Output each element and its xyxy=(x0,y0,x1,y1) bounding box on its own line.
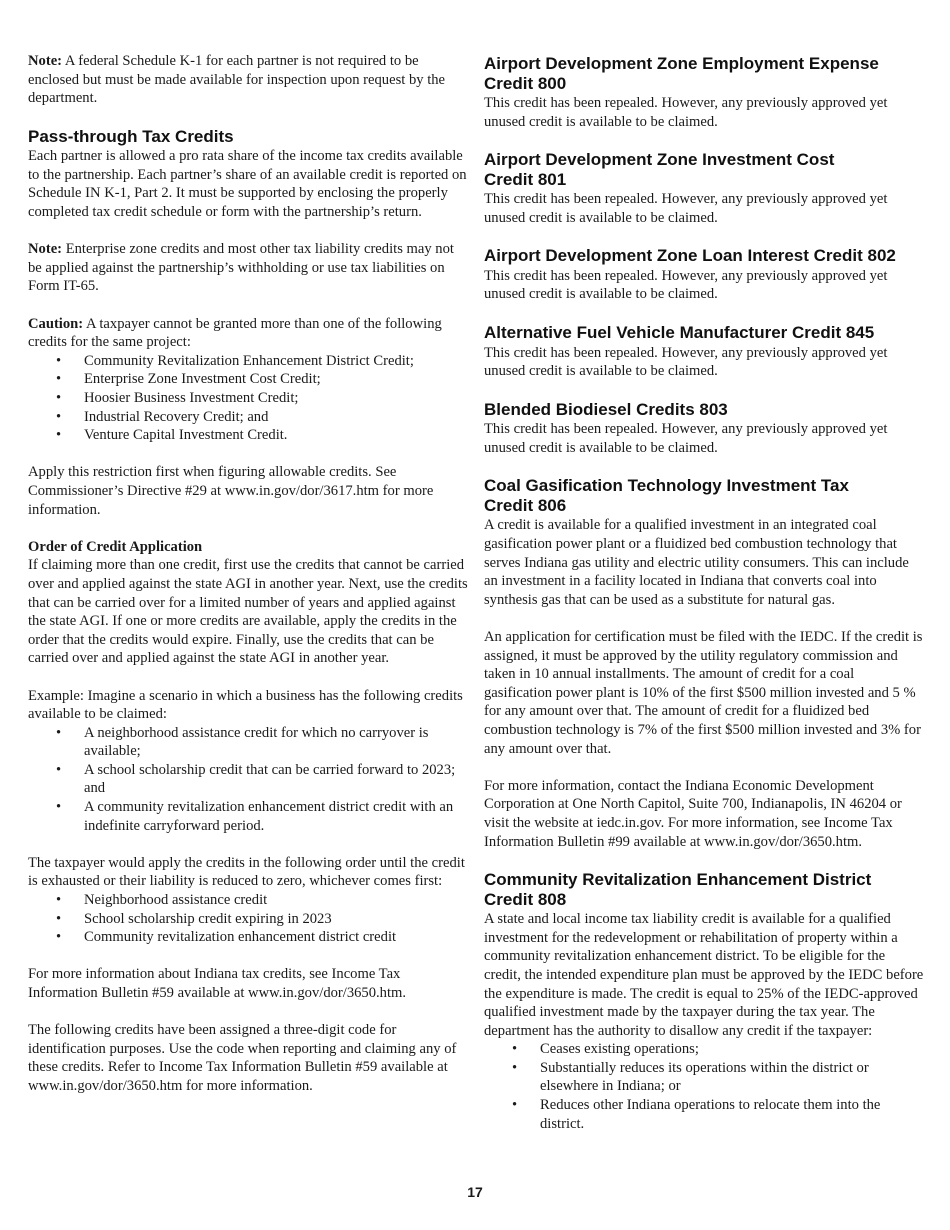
right-column xyxy=(484,52,924,1133)
list-item: • Substantially reduces its operations within the district or elsewhere in Indiana; or xyxy=(540,1059,924,1096)
repealed-paragraph: This credit has been repealed. However, any previously approved yet unused credit is available to be claimed. xyxy=(484,344,888,380)
credit-codes-paragraph: The following credits have been assigned a three-digit code for identification purposes. Use the code when reporting and claiming any of these credits. Refer to Income Tax Information Bulletin #59 available at www.in.gov/dor/3650.htm for more information. xyxy=(28,1022,457,1094)
list-item: • Venture Capital Investment Credit. xyxy=(84,426,468,445)
community-paragraph: A state and local income tax liability credit is available for a qualified investment for the redevelopment or rehabilitation of property within a community revitalization enhancement district. To be eligible for the credit, the intended expenditure plan must be approved by the IEDC before the expenditure is made. The credit is equal to 25% of the IEDC-approved qualified investment made by the taxpayer during the tax year. The department has the authority to disallow any credit if the taxpayer: xyxy=(484,911,924,1039)
list-item: • A school scholarship credit that can be carried forward to 2023; and xyxy=(84,761,468,798)
apply-order-list xyxy=(28,891,468,947)
restriction-paragraph: Apply this restriction first when figuring allowable credits. See Commissioner’s Directive #29 at www.in.gov/dor/3617.htm for more information. xyxy=(28,464,434,518)
caution-label: Caution: xyxy=(28,315,84,332)
list-item: • Community Revitalization Enhancement District Credit; xyxy=(84,352,468,371)
heading-airport-employment-credit: Airport Development Zone Employment Expense Credit 800 xyxy=(484,54,879,93)
list-item: • Enterprise Zone Investment Cost Credit; xyxy=(84,370,468,389)
community-list xyxy=(484,1040,924,1133)
coal-paragraph-3: For more information, contact the Indiana Economic Development Corporation at One North Capitol, Suite 700, Indianapolis, IN 46204 or visit the website at iedc.in.gov. For more information, see Income Tax Information Bulletin #99 available at www.in.gov/dor/3650.htm. xyxy=(484,777,902,850)
heading-alternative-fuel-credit: Alternative Fuel Vehicle Manufacturer Credit 845 xyxy=(484,323,875,343)
note-partner-k1: Note: A federal Schedule K-1 for each partner is not required to be enclosed but must be made available for inspection upon request by the department. xyxy=(28,53,446,107)
heading-community-revitalization-credit: Community Revitalization Enhancement District Credit 808 xyxy=(484,870,872,909)
list-item: • A neighborhood assistance credit for which no carryover is available; xyxy=(84,724,468,761)
repealed-paragraph: This credit has been repealed. However, any previously approved yet unused credit is available to be claimed. xyxy=(484,95,888,130)
more-info-paragraph: For more information about Indiana tax credits, see Income Tax Information Bulletin #59 available at www.in.gov/dor/3650.htm. xyxy=(28,966,407,1001)
list-item: • Neighborhood assistance credit xyxy=(84,891,468,910)
caution-list xyxy=(28,352,468,445)
order-paragraph: If claiming more than one credit, first use the credits that cannot be carried over and applied against the state AGI in another year. Next, use the credits that can be carried over for a limited number of years and applied against the state AGI. If one or more credits are available, apply the credits in the order that the credits would expire. Finally, use the credits that can be carried over and applied against the state AGI in another year. xyxy=(28,557,468,667)
list-item: • School scholarship credit expiring in 2023 xyxy=(84,910,468,929)
heading-order-of-credit: Order of Credit Application xyxy=(28,538,203,555)
note-enterprise-zone: Note: Enterprise zone credits and most other tax liability credits may not be applied against the partnership’s withholding or use tax liabilities on Form IT-65. xyxy=(28,241,454,295)
list-item: • Industrial Recovery Credit; and xyxy=(84,408,468,427)
repealed-paragraph: This credit has been repealed. However, any previously approved yet unused credit is available to be claimed. xyxy=(484,421,888,456)
coal-paragraph-2: An application for certification must be filed with the IEDC. If the credit is assigned, it must be approved by the utility regulatory commission and taken in 10 annual installments. The amount of credit for a coal gasification power plant is 10% of the first $500 million invested and 5 % for any amount over that. The amount of credit for a fluidized bed combustion technology is 7% of the first $500 million invested and 3% for any amount over that. xyxy=(484,629,923,757)
example-paragraph: Example: Imagine a scenario in which a business has the following credits available to be claimed: xyxy=(28,687,463,723)
coal-paragraph-1: A credit is available for a qualified investment in an integrated coal gasification power plant or a fluidized bed combustion technology that serves Indiana gas utility and electric utility consumers. This can include an investment in a facility located in Indiana that converts coal into synthesis gas that can be used as a substitute for natural gas. xyxy=(484,517,909,608)
heading-airport-investment-credit: Airport Development Zone Investment Cost Credit 801 xyxy=(484,150,835,189)
heading-airport-loan-interest-credit: Airport Development Zone Loan Interest Credit 802 xyxy=(484,246,896,266)
note-label: Note: xyxy=(28,241,63,258)
heading-coal-gasification-credit: Coal Gasification Technology Investment Tax Credit 806 xyxy=(484,476,849,515)
list-item: • Hoosier Business Investment Credit; xyxy=(84,389,468,408)
repealed-paragraph: This credit has been repealed. However, any previously approved yet unused credit is available to be claimed. xyxy=(484,267,888,303)
repealed-paragraph: This credit has been repealed. However, any previously approved yet unused credit is available to be claimed. xyxy=(484,191,888,226)
list-item: • Community revitalization enhancement district credit xyxy=(84,928,468,947)
example-list xyxy=(28,724,468,836)
list-item: • A community revitalization enhancement district credit with an indefinite carryforward period. xyxy=(84,798,468,835)
apply-order-paragraph: The taxpayer would apply the credits in the following order until the credit is exhausted or their liability is reduced to zero, whichever comes first: xyxy=(28,854,465,890)
list-item: • Reduces other Indiana operations to relocate them into the district. xyxy=(540,1096,924,1133)
caution-paragraph: Caution: A taxpayer cannot be granted more than one of the following credits for the same project: xyxy=(28,315,442,351)
list-item: • Ceases existing operations; xyxy=(540,1040,924,1059)
page-number: 17 xyxy=(467,1184,483,1200)
left-column xyxy=(28,52,468,1096)
heading-pass-through-credits: Pass-through Tax Credits xyxy=(28,126,234,146)
pass-through-paragraph: Each partner is allowed a pro rata share of the income tax credits available to the partnership. Each partner’s share of an available credit is reported on Schedule IN K-1, Part 2. It must be supported by enclosing the properly completed tax credit schedule or form with the partnership’s return. xyxy=(28,148,467,221)
note-label: Note: xyxy=(28,53,63,69)
heading-biodiesel-credit: Blended Biodiesel Credits 803 xyxy=(484,399,728,419)
